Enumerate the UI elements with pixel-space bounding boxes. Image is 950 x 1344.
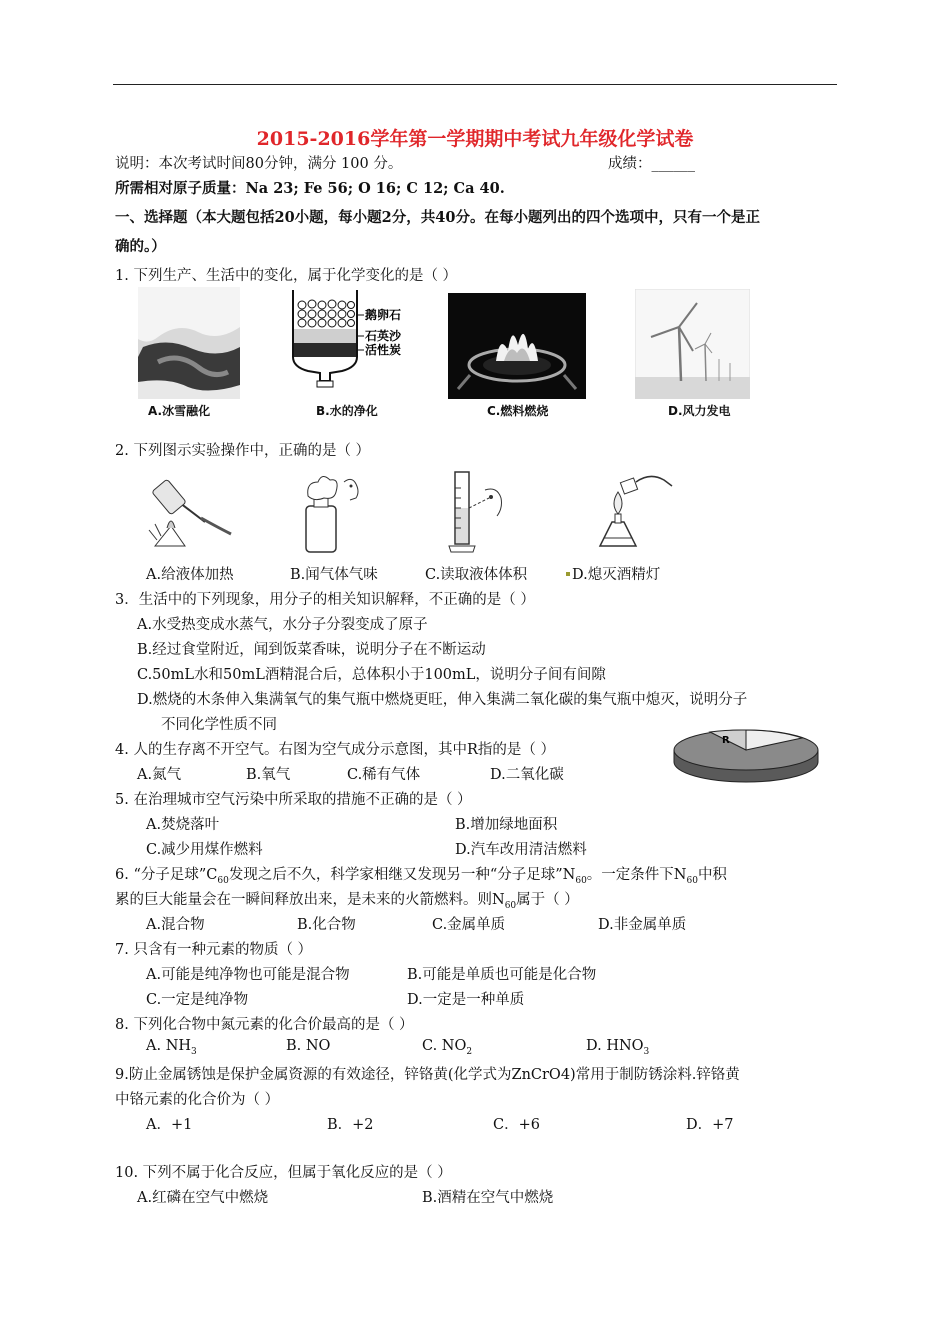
q1-caption-d: D.风力发电	[668, 404, 731, 418]
atomic-masses: 所需相对原子质量：Na 23; Fe 56; O 16; C 12; Ca 40.	[115, 180, 505, 197]
air-composition-pie	[672, 728, 822, 788]
top-rule	[113, 84, 837, 85]
pie-label-r: R	[722, 735, 730, 746]
q10-stem: 10. 下列不属于化合反应，但属于氧化反应的是（ ）	[115, 1165, 452, 1181]
smelling-gas-diagram	[298, 470, 368, 556]
q2-option-c: C.读取液体体积	[425, 567, 528, 583]
q1-caption-b: B.水的净化	[316, 404, 378, 418]
q9-option-a: A．+1	[146, 1117, 193, 1133]
section-heading-cont: 确的。）	[115, 238, 166, 255]
q6-option-d: D.非金属单质	[598, 917, 687, 933]
q7-option-d: D.一定是一种单质	[407, 992, 525, 1008]
q2-stem: 2. 下列图示实验操作中，正确的是（ ）	[115, 443, 371, 459]
q2-option-b: B.闻气体气味	[290, 567, 378, 583]
q5-option-b: B.增加绿地面积	[455, 817, 558, 833]
q6-line2: 累的巨大能量会在一瞬间释放出来，是未来的火箭燃料。则$N_{60}$属于（ ）	[115, 892, 579, 911]
ice-melting-photo	[138, 287, 240, 399]
q8-option-d: D. $HNO_3$	[586, 1038, 650, 1057]
q4-option-c: C.稀有气体	[347, 767, 421, 783]
q4-stem: 4. 人的生存离不开空气。右图为空气成分示意图，其中R指的是（ ）	[115, 742, 555, 758]
section-heading: 一、选择题（本大题包括20小题，每小题2分，共40分。在每小题列出的四个选项中，只有一个是正	[115, 209, 760, 226]
q5-option-c: C.减少用煤作燃料	[146, 842, 263, 858]
q8-option-b: B. NO	[286, 1038, 331, 1054]
q7-option-c: C.一定是纯净物	[146, 992, 249, 1008]
q9-option-d: D．+7	[686, 1117, 734, 1133]
reading-cylinder-diagram	[445, 468, 515, 556]
q3-stem: 3．生活中的下列现象，用分子的相关知识解释，不正确的是（ ）	[115, 592, 535, 608]
heating-liquid-diagram	[145, 470, 235, 556]
q3-option-c: C.50mL水和50mL酒精混合后，总体积小于100mL，说明分子间有间隙	[137, 667, 606, 683]
q7-option-b: B.可能是单质也可能是化合物	[407, 967, 597, 983]
q6-option-c: C.金属单质	[432, 917, 506, 933]
instructions: 说明：本次考试时间80分钟，满分 100 分。	[115, 156, 403, 172]
q5-option-a: A.焚烧落叶	[146, 817, 220, 833]
q1-caption-a: A.冰雪融化	[148, 404, 211, 418]
filter-label-pebbles: 鹅卵石	[365, 308, 402, 322]
stray-dot	[566, 572, 570, 576]
wind-turbine-photo	[635, 289, 750, 399]
filter-label-charcoal: 活性炭	[365, 343, 402, 357]
water-filter-diagram	[288, 285, 408, 400]
q3-option-d: D.燃烧的木条伸入集满氧气的集气瓶中燃烧更旺，伸入集满二氧化碳的集气瓶中熄灭，说明分子	[137, 692, 748, 708]
q7-option-a: A.可能是纯净物也可能是混合物	[146, 967, 350, 983]
score-field: 成绩：______	[608, 156, 695, 172]
q2-option-d: D.熄灭酒精灯	[572, 567, 661, 583]
q1-caption-c: C.燃料燃烧	[487, 404, 549, 418]
exam-title: 2015-2016学年第一学期期中考试九年级化学试卷	[256, 128, 694, 150]
q7-stem: 7. 只含有一种元素的物质（ ）	[115, 942, 313, 958]
q1-stem: 1. 下列生产、生活中的变化，属于化学变化的是（ ）	[115, 268, 458, 284]
q3-option-b: B.经过食堂附近，闻到饭菜香味，说明分子在不断运动	[137, 642, 486, 658]
q9-option-c: C．+6	[493, 1117, 540, 1133]
q6-option-a: A.混合物	[146, 917, 205, 933]
q8-option-a: A. $NH_3$	[146, 1038, 197, 1057]
q6-line1: 6. “分子足球$”C_{60}$发现之后不久，科学家相继又发现另一种“分子足球$”N_{60}$。一定条件下$N_{60}$中积	[115, 867, 727, 886]
q9-line1: 9.防止金属锈蚀是保护金属资源的有效途径，锌铬黄(化学式为ZnCrO4)常用于制防锈涂料.锌铬黄	[115, 1067, 740, 1083]
q8-stem: 8. 下列化合物中氮元素的化合价最高的是（ ）	[115, 1017, 414, 1033]
q4-option-b: B.氧气	[246, 767, 291, 783]
q3-option-a: A.水受热变成水蒸气，水分子分裂变成了原子	[137, 617, 428, 633]
q5-option-d: D.汽车改用清洁燃料	[455, 842, 587, 858]
extinguish-lamp-diagram	[588, 466, 678, 556]
q5-stem: 5. 在治理城市空气污染中所采取的措施不正确的是（ ）	[115, 792, 472, 808]
q9-line2: 中铬元素的化合价为（ ）	[115, 1092, 280, 1108]
q3-option-d-cont: 不同化学性质不同	[161, 717, 277, 733]
q8-option-c: C. $NO_2$	[422, 1038, 473, 1057]
filter-label-sand: 石英沙	[365, 329, 402, 343]
q4-option-d: D.二氧化碳	[490, 767, 564, 783]
q10-option-b: B.酒精在空气中燃烧	[422, 1190, 554, 1206]
q9-option-b: B．+2	[327, 1117, 374, 1133]
q6-option-b: B.化合物	[297, 917, 356, 933]
q10-option-a: A.红磷在空气中燃烧	[137, 1190, 269, 1206]
q4-option-a: A.氮气	[137, 767, 182, 783]
gas-flame-photo	[448, 293, 586, 399]
q2-option-a: A.给液体加热	[146, 567, 234, 583]
